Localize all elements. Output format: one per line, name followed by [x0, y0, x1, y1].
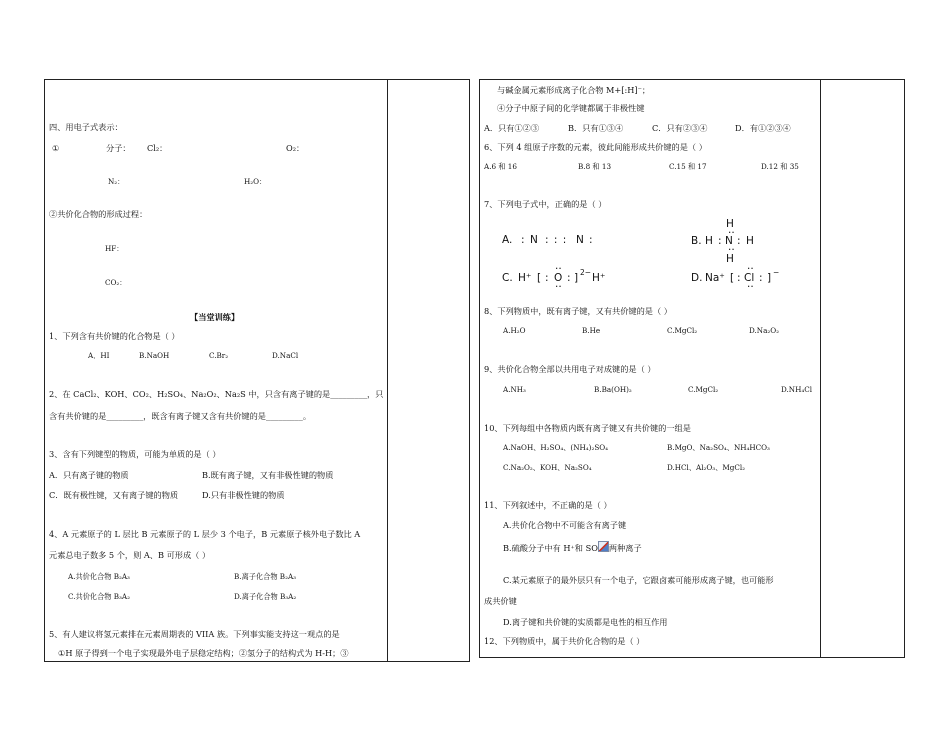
q11-option-d: D.离子键和共价键的实质都是电性的相互作用 [503, 617, 668, 627]
q3-option-a: A．只有离子键的物质 [49, 470, 129, 480]
q5-line1: 5、有人建议将氢元素排在元素周期表的 VIIA 族。下列事实能支持这一观点的是 [49, 629, 340, 639]
q7-c-dots-right: : [567, 272, 571, 284]
q10-option-c: C.Na₂O₂、KOH、Na₂SO₄ [503, 463, 592, 472]
q7-b-h-top: H [726, 218, 734, 230]
q5-line4: ④分子中原子间的化学键都属于非极性键 [497, 103, 645, 113]
q6-option-c: C.15 和 17 [669, 162, 707, 171]
q12-stem: 12、下列物质中，属于共价化合物的是（ ） [484, 636, 645, 646]
right-panel-divider [820, 80, 821, 657]
q7-b-dot-right: : [737, 235, 741, 247]
s4-o2: O₂： [286, 143, 305, 153]
q3-stem: 3、含有下列键型的物质，可能为单质的是（ ） [49, 449, 221, 459]
q6-option-d: D.12 和 35 [761, 162, 799, 171]
q11-option-b-text1: B.硫酸分子中有 H⁺和 SO [503, 543, 598, 553]
q8-option-a: A.H₂O [503, 326, 526, 335]
q5-option-d: D．有①②③④ [735, 123, 791, 133]
q9-option-c: C.MgCl₂ [688, 385, 719, 394]
q7-c-dots-top: ·· [555, 263, 562, 275]
q7-b-n: N [725, 235, 733, 247]
q6-option-a: A.6 和 16 [484, 162, 517, 171]
s4-h2o: H₂O： [244, 177, 267, 186]
q1-option-d: D.NaCl [272, 351, 299, 360]
q7-d-na: Na⁺ [705, 272, 725, 284]
q7-a-dots-mid: : : : [545, 234, 568, 246]
q7-d-label: D. [691, 272, 703, 284]
section-title: 【当堂训练】 [190, 312, 240, 322]
q7-c-o: O [554, 272, 563, 284]
q2-line2: 含有共价键的是_________，既含有离子键又含有共价键的是_________。 [49, 411, 312, 421]
q9-option-a: A.NH₃ [503, 385, 526, 394]
q11-option-c-line2: 成共价键 [484, 596, 517, 606]
q9-option-d: D.NH₄Cl [781, 385, 813, 394]
q7-d-dots-left: : [737, 272, 741, 284]
q7-d-cl: Cl [744, 272, 755, 284]
q6-stem: 6、下列 4 组原子序数的元素，彼此间能形成共价键的是（ ） [484, 142, 707, 152]
q5-option-b: B．只有①③④ [568, 123, 624, 133]
q9-stem: 9、共价化合物全部以共用电子对成键的是（ ） [484, 364, 656, 374]
q7-b-h-bottom: H [726, 253, 734, 265]
q5-option-c: C．只有②③④ [652, 123, 708, 133]
q7-c-charge: 2− [580, 268, 592, 277]
q3-option-d: D.只有非极性键的物质 [202, 490, 285, 500]
s4-hf: HF： [105, 244, 124, 253]
q8-option-c: C.MgCl₂ [667, 326, 698, 335]
s4-n2: N₂： [108, 177, 125, 186]
q7-d-dots-right: : [759, 272, 763, 284]
q11-option-b [503, 541, 642, 553]
q11-option-a: A.共价化合物中不可能含有离子键 [503, 520, 627, 530]
s4-item1-num: ① [52, 143, 60, 153]
q7-c-h1: H⁺ [518, 272, 532, 284]
q7-b-dot-left: : [718, 235, 722, 247]
q7-d-dots-bottom: ·· [747, 281, 754, 293]
q6-option-b: B.8 和 13 [578, 162, 612, 171]
q3-option-b: B.既有离子键，又有非极性键的物质 [202, 470, 334, 480]
q11-option-b-text2: 两种离子 [608, 543, 642, 553]
q4-option-c: C.共价化合物 B₃A₂ [68, 592, 130, 601]
q8-stem: 8、下列物质中，既有离子键，又有共价键的是（ ） [484, 306, 672, 316]
q7-d-bracket-close: ] [767, 272, 772, 284]
q9-option-b: B.Ba(OH)₂ [594, 385, 632, 394]
q4-option-b: B.离子化合物 B₂A₃ [234, 572, 297, 581]
q7-c-bracket-close: ] [574, 272, 579, 284]
q7-a-dots-right: : [589, 234, 594, 246]
broken-image-icon [598, 541, 609, 552]
q7-b-dots-top: ·· [728, 227, 735, 239]
q5-option-a: A．只有①②③ [484, 123, 540, 133]
q7-stem: 7、下列电子式中，正确的是（ ） [484, 199, 607, 209]
q11-stem: 11、下列叙述中，不正确的是（ ） [484, 500, 612, 510]
s4-title: 四、用电子式表示： [49, 122, 123, 132]
s4-co2: CO₂： [105, 278, 127, 287]
q3-option-c: C．既有极性键，又有离子键的物质 [49, 490, 179, 500]
q7-b-dots-bottom: ·· [728, 244, 735, 256]
q7-a-dots-left: : [521, 234, 526, 246]
q1-option-b: B.NaOH [139, 351, 170, 360]
q10-option-a: A.NaOH、H₂SO₄、(NH₄)₂SO₄ [503, 443, 609, 452]
q7-d-charge: − [773, 268, 780, 277]
q5-line2: ①H 原子得到一个电子实现最外电子层稳定结构；②氢分子的结构式为 H-H；③ [58, 648, 349, 658]
q5-line3: 与碱金属元素形成离子化合物 M+[:H]⁻； [497, 85, 651, 95]
q7-c-bracket: [ [537, 272, 542, 284]
q8-option-b: B.He [582, 326, 601, 335]
q7-b-h-right: H [746, 235, 754, 247]
q10-option-b: B.MgO、Na₂SO₄、NH₄HCO₃ [667, 443, 770, 452]
s4-molecule-label: 分子： [106, 143, 131, 153]
q4-line2: 元素总电子数多 5 个，则 A、B 可形成（ ） [49, 550, 211, 560]
q1-option-c: C.Br₂ [209, 351, 229, 360]
q4-option-d: D.离子化合物 B₃A₂ [234, 592, 297, 601]
q7-c-dots-bottom: ·· [555, 281, 562, 293]
q4-line1: 4、A 元素原子的 L 层比 B 元素原子的 L 层少 3 个电子，B 元素原子核外电子数比 A [49, 529, 361, 539]
q7-d-bracket: [ [730, 272, 735, 284]
q1-stem: 1、下列含有共价键的化合物是（ ） [49, 331, 180, 341]
q7-c-dots-left: : [545, 272, 549, 284]
q7-b-label: B. [691, 235, 702, 247]
q7-a-label: A. [502, 234, 513, 246]
q10-stem: 10、下列每组中各物质内既有离子键又有共价键的一组是 [484, 423, 691, 433]
q4-option-a: A.共价化合物 B₂A₃ [68, 572, 130, 581]
q2-line1: 2、在 CaCl₂、KOH、CO₂、H₂SO₄、Na₂O₂、Na₂S 中，只含有离子键的是_________，只 [49, 389, 384, 399]
q1-option-a: A．HI [88, 351, 110, 360]
q7-a-n2: N [576, 234, 584, 246]
q7-a-n1: N [530, 234, 538, 246]
q11-option-c-line1: C.某元素原子的最外层只有一个电子，它跟卤素可能形成离子键，也可能形 [503, 575, 774, 585]
q8-option-d: D.Na₂O₂ [749, 326, 780, 335]
s4-item2: ②共价化合物的形成过程： [49, 209, 148, 219]
q7-c-h2: H⁺ [592, 272, 606, 284]
q7-c-label: C. [502, 272, 513, 284]
s4-cl2: Cl₂： [147, 143, 168, 153]
q7-b-h-left: H [705, 235, 713, 247]
q7-d-dots-top: ·· [747, 263, 754, 275]
q10-option-d: D.HCl、Al₂O₃、MgCl₂ [667, 463, 746, 472]
left-panel-divider [387, 80, 388, 661]
